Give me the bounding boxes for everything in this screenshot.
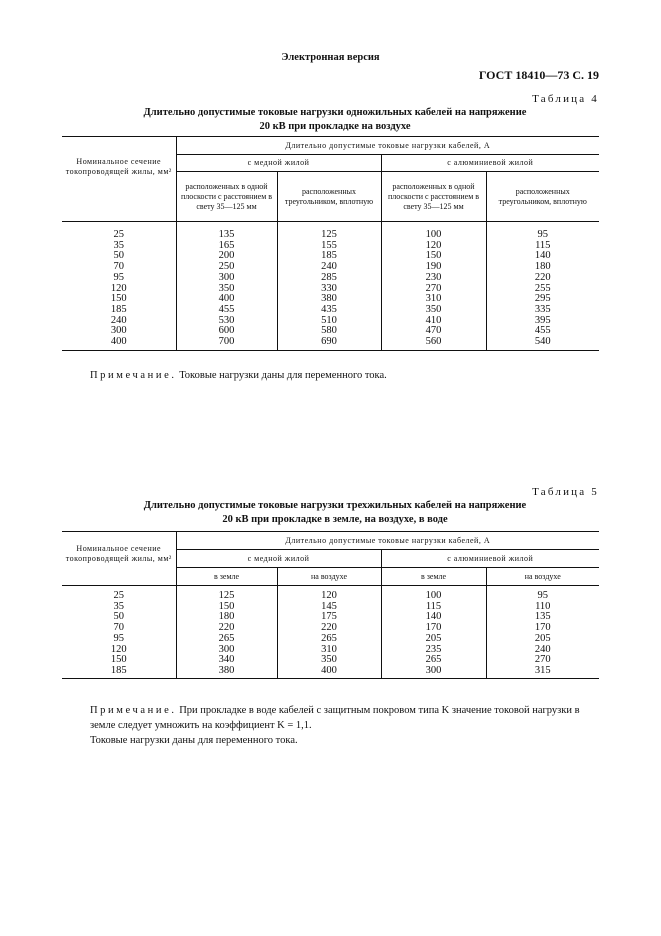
table-cell: 250 bbox=[218, 261, 235, 273]
table-cell: 200 bbox=[218, 250, 235, 262]
table-cell: 120 bbox=[321, 590, 337, 601]
table-cell: 300 bbox=[218, 271, 235, 283]
table5-note-label: Примечание. bbox=[90, 705, 177, 716]
table4-title-line2: 20 кВ при прокладке на воздухе bbox=[259, 121, 411, 132]
table-cell: 235 bbox=[425, 643, 442, 655]
table-cell: 690 bbox=[321, 336, 337, 348]
table-cell: 265 bbox=[218, 632, 235, 644]
table5-header-load: Длительно допустимые токовые нагрузки кабелей, А bbox=[176, 532, 599, 550]
table-cell: 145 bbox=[321, 600, 337, 612]
table5-note-text2: Токовые нагрузки даны для переменного тока. bbox=[90, 735, 298, 746]
table-cell: 110 bbox=[535, 600, 551, 612]
table-cell: 300 bbox=[425, 664, 442, 676]
table-cell: 455 bbox=[218, 303, 235, 315]
table-cell: 220 bbox=[218, 622, 235, 634]
table5-number: Таблица 5 bbox=[532, 486, 599, 498]
table-cell: 95 bbox=[537, 590, 548, 601]
table5-col-sections bbox=[62, 591, 176, 677]
table5-col-cu-ground bbox=[177, 591, 277, 677]
table-cell: 25 bbox=[113, 229, 124, 240]
table-cell: 455 bbox=[534, 325, 551, 337]
table-cell: 350 bbox=[425, 303, 442, 315]
table-cell: 470 bbox=[425, 325, 442, 337]
table-cell: 435 bbox=[321, 303, 337, 315]
table-cell: 140 bbox=[534, 250, 551, 262]
table5-col-cu-air bbox=[278, 591, 381, 677]
table4-col-al-plane bbox=[382, 230, 486, 348]
table5-title bbox=[100, 499, 570, 527]
table-cell: 170 bbox=[534, 622, 551, 634]
table-cell: 265 bbox=[425, 654, 442, 666]
table-cell: 265 bbox=[321, 632, 337, 644]
table5-group-copper: с медной жилой bbox=[176, 550, 381, 568]
table-cell: 340 bbox=[218, 654, 235, 666]
table-cell: 240 bbox=[321, 261, 337, 273]
table-cell: 185 bbox=[321, 250, 337, 262]
table-cell: 175 bbox=[321, 611, 337, 623]
table5-sub-al-air: на воздухе bbox=[486, 568, 599, 586]
table-cell: 580 bbox=[321, 325, 337, 337]
table5-header-section: Номинальное сечение токопроводящей жилы, мм² bbox=[62, 532, 176, 586]
table5-note-text1: При прокладке в воде кабелей с защитным покровом типа K значение токовой нагрузки в земле следует умножить на коэффициент K = 1,1. bbox=[90, 705, 580, 731]
table-cell: 530 bbox=[218, 314, 235, 326]
table4-note-text: Токовые нагрузки даны для переменного тока. bbox=[179, 370, 387, 381]
table-cell: 380 bbox=[218, 664, 235, 676]
table-cell: 185 bbox=[110, 664, 127, 676]
table-cell: 510 bbox=[321, 314, 337, 326]
table5-sub-al-ground: в земле bbox=[381, 568, 486, 586]
table-cell: 180 bbox=[218, 611, 235, 623]
table-cell: 100 bbox=[425, 590, 442, 601]
table4-col-sections bbox=[62, 230, 176, 348]
table-cell: 395 bbox=[534, 314, 551, 326]
table-cell: 150 bbox=[110, 654, 127, 666]
table-cell: 255 bbox=[534, 282, 551, 294]
table-cell: 400 bbox=[321, 664, 337, 676]
table4-sub-cu-triangle: расположенных треугольником, вплотную bbox=[277, 172, 381, 222]
table4-number: Таблица 4 bbox=[532, 93, 599, 105]
table-cell: 310 bbox=[321, 643, 337, 655]
table5-group-aluminum: с алюминиевой жилой bbox=[381, 550, 599, 568]
table-cell: 120 bbox=[425, 239, 442, 251]
table-cell: 70 bbox=[113, 622, 124, 634]
table4-col-cu-triangle bbox=[278, 230, 381, 348]
table-cell: 540 bbox=[534, 336, 551, 348]
table-cell: 410 bbox=[425, 314, 442, 326]
table4-title-line1: Длительно допустимые токовые нагрузки одножильных кабелей на напряжение bbox=[143, 107, 527, 118]
table-cell: 400 bbox=[110, 336, 127, 348]
table-cell: 270 bbox=[425, 282, 442, 294]
table-cell: 310 bbox=[425, 293, 442, 305]
table-cell: 155 bbox=[321, 239, 337, 251]
table-cell: 335 bbox=[534, 303, 551, 315]
gost-page-reference: ГОСТ 18410—73 С. 19 bbox=[478, 68, 599, 82]
table-cell: 220 bbox=[534, 271, 551, 283]
table5-note bbox=[90, 703, 600, 748]
table-cell: 120 bbox=[110, 282, 127, 294]
table-cell: 125 bbox=[321, 229, 337, 240]
table-cell: 180 bbox=[534, 261, 551, 273]
table-cell: 205 bbox=[534, 632, 551, 644]
table4-header-load: Длительно допустимые токовые нагрузки кабелей, А bbox=[176, 137, 599, 155]
table4-group-aluminum: с алюминиевой жилой bbox=[381, 155, 599, 172]
table4-note bbox=[90, 368, 600, 383]
table-cell: 150 bbox=[425, 250, 442, 262]
table-cell: 150 bbox=[218, 600, 235, 612]
table-cell: 300 bbox=[218, 643, 235, 655]
table-cell: 560 bbox=[425, 336, 442, 348]
table-cell: 50 bbox=[113, 250, 124, 262]
table-cell: 25 bbox=[113, 590, 124, 601]
table5-col-al-air bbox=[487, 591, 600, 677]
table-cell: 300 bbox=[110, 325, 127, 337]
table-cell: 115 bbox=[425, 600, 442, 612]
table4-sub-al-triangle: расположенных треугольником, вплотную bbox=[486, 172, 599, 222]
table-cell: 95 bbox=[113, 632, 124, 644]
table-cell: 185 bbox=[110, 303, 127, 315]
table-cell: 135 bbox=[534, 611, 551, 623]
table-cell: 125 bbox=[218, 590, 235, 601]
table-cell: 95 bbox=[113, 271, 124, 283]
table-cell: 240 bbox=[534, 643, 551, 655]
table5-sub-cu-air: на воздухе bbox=[277, 568, 381, 586]
table4-col-al-triangle bbox=[487, 230, 600, 348]
table-cell: 165 bbox=[218, 239, 235, 251]
table4-sub-al-plane: расположенных в одной плоскости с расстоянием в свету 35—125 мм bbox=[381, 172, 486, 222]
table-cell: 285 bbox=[321, 271, 337, 283]
table-cell: 35 bbox=[113, 239, 124, 251]
table-cell: 205 bbox=[425, 632, 442, 644]
table-cell: 140 bbox=[425, 611, 442, 623]
table-cell: 240 bbox=[110, 314, 127, 326]
table-cell: 115 bbox=[535, 239, 551, 251]
table5-sub-cu-ground: в земле bbox=[176, 568, 277, 586]
table4 bbox=[62, 136, 599, 351]
table-cell: 230 bbox=[425, 271, 442, 283]
table-cell: 150 bbox=[110, 293, 127, 305]
table-cell: 35 bbox=[113, 600, 124, 612]
table-cell: 135 bbox=[218, 229, 235, 240]
table-cell: 95 bbox=[537, 229, 548, 240]
table5-title-line1: Длительно допустимые токовые нагрузки трехжильных кабелей на напряжение bbox=[143, 500, 527, 511]
table-cell: 70 bbox=[113, 261, 124, 273]
table4-group-copper: с медной жилой bbox=[176, 155, 381, 172]
table-cell: 270 bbox=[534, 654, 551, 666]
table-cell: 295 bbox=[534, 293, 551, 305]
table5-col-al-ground bbox=[382, 591, 486, 677]
table-cell: 350 bbox=[218, 282, 235, 294]
table-cell: 120 bbox=[110, 643, 127, 655]
table4-note-label: Примечание. bbox=[90, 370, 177, 381]
table-cell: 400 bbox=[218, 293, 235, 305]
table-cell: 350 bbox=[321, 654, 337, 666]
table5 bbox=[62, 531, 599, 679]
table5-note-paragraph1 bbox=[90, 703, 600, 733]
table-cell: 700 bbox=[218, 336, 235, 348]
table-cell: 315 bbox=[534, 664, 551, 676]
table4-col-cu-plane bbox=[177, 230, 277, 348]
table-cell: 50 bbox=[113, 611, 124, 623]
table-cell: 190 bbox=[425, 261, 442, 273]
table4-header-section: Номинальное сечение токопроводящей жилы, мм² bbox=[62, 137, 176, 222]
table-cell: 330 bbox=[321, 282, 337, 294]
table-cell: 380 bbox=[321, 293, 337, 305]
table-cell: 220 bbox=[321, 622, 337, 634]
table-cell: 600 bbox=[218, 325, 235, 337]
table-cell: 100 bbox=[425, 229, 442, 240]
table4-sub-cu-plane: расположенных в одной плоскости с расстоянием в свету 35—125 мм bbox=[176, 172, 277, 222]
table4-title bbox=[100, 106, 570, 134]
table-cell: 170 bbox=[425, 622, 442, 634]
table5-title-line2: 20 кВ при прокладке в земле, на воздухе, в воде bbox=[222, 514, 448, 525]
electronic-version-label: Электронная версия bbox=[281, 52, 380, 63]
